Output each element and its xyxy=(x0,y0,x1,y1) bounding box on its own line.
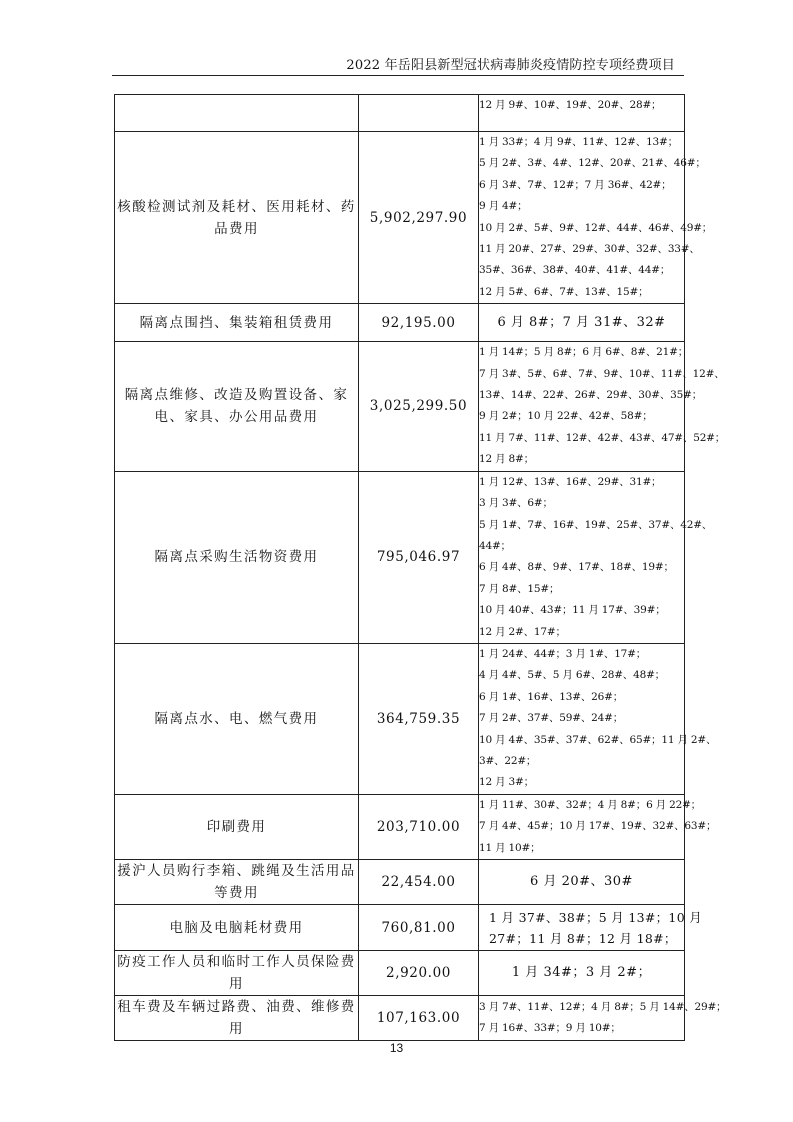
table-row xyxy=(115,794,685,859)
table-row xyxy=(115,951,685,996)
voucher-line: 3#、22#； xyxy=(479,755,537,768)
voucher-line: 27#；11 月 8#；12 月 18#； xyxy=(489,930,677,946)
voucher-line: 12 月 9#、10#、19#、20#、28#； xyxy=(479,99,662,111)
voucher-line: 6 月 20#、30# xyxy=(530,874,633,890)
voucher-line: 10 月 40#、43#；11 月 17#、39#； xyxy=(479,604,666,617)
page-number: 13 xyxy=(389,1041,404,1055)
item-cell: 隔离点采购生活物资费用 xyxy=(115,471,359,643)
expense-table xyxy=(114,94,727,1041)
amount-cell xyxy=(359,95,479,132)
item-cell: 隔离点水、电、燃气费用 xyxy=(115,643,359,794)
voucher-line: 9 月 2#；10 月 22#、42#、58#； xyxy=(479,410,653,423)
voucher-line: 10 月 2#、5#、9#、12#、44#、46#、49#； xyxy=(479,221,713,234)
voucher-line: 7 月 4#、45#；10 月 17#、19#、32#、63#； xyxy=(479,820,717,833)
amount-cell: 760,81.00 xyxy=(359,905,479,951)
document-header: 2022 年岳阳县新型冠状病毒肺炎疫情防控专项经费项目 xyxy=(346,58,675,73)
voucher-line: 6 月 1#、16#、13#、26#； xyxy=(479,690,624,703)
voucher-line: 6 月 4#、8#、9#、17#、18#、19#； xyxy=(479,561,674,574)
voucher-line: 1 月 11#、30#、32#；4 月 8#；6 月 22#； xyxy=(479,798,701,811)
voucher-line: 7 月 3#、5#、6#、7#、9#、10#、11#、12#、 xyxy=(479,367,725,380)
voucher-line: 1 月 34#；3 月 2#； xyxy=(511,965,652,981)
table-row xyxy=(115,905,685,951)
item-cell: 核酸检测试剂及耗材、医用耗材、药品费用 xyxy=(115,132,359,304)
amount-cell: 3,025,299.50 xyxy=(359,342,479,471)
item-cell: 援沪人员购行李箱、跳绳及生活用品等费用 xyxy=(115,860,359,905)
table-row xyxy=(115,342,685,471)
item-cell: 防疫工作人员和临时工作人员保险费用 xyxy=(115,951,359,996)
voucher-line: 11 月 10#； xyxy=(479,841,541,854)
amount-cell: 2,920.00 xyxy=(359,951,479,996)
voucher-cell xyxy=(479,342,726,471)
table-row xyxy=(115,304,685,342)
voucher-cell xyxy=(479,905,703,951)
voucher-cell xyxy=(479,132,713,304)
voucher-line: 3 月 3#、6#； xyxy=(479,497,553,510)
amount-cell: 795,046.97 xyxy=(359,471,479,643)
voucher-line: 13#、14#、22#、26#、29#、30#、35#； xyxy=(479,389,703,402)
voucher-line: 9 月 4#； xyxy=(479,200,528,213)
voucher-line: 7 月 8#、15#； xyxy=(479,582,560,595)
amount-cell: 92,195.00 xyxy=(359,304,479,342)
voucher-cell xyxy=(479,860,685,905)
voucher-line: 35#、36#、38#、40#、41#、44#； xyxy=(479,264,671,277)
voucher-line: 12 月 5#、6#、7#、13#、15#； xyxy=(479,285,649,298)
voucher-line: 4 月 4#、5#、5 月 6#、28#、48#； xyxy=(479,669,665,682)
voucher-line: 44#； xyxy=(479,539,511,552)
table-row xyxy=(115,860,685,905)
table-row xyxy=(115,471,685,643)
voucher-cell xyxy=(479,95,685,132)
voucher-cell xyxy=(479,951,685,996)
header-rule xyxy=(112,75,684,76)
item-cell: 隔离点维修、改造及购置设备、家电、家具、办公用品费用 xyxy=(115,342,359,471)
voucher-line: 5 月 2#、3#、4#、12#、20#、21#、46#； xyxy=(479,157,706,170)
amount-cell: 364,759.35 xyxy=(359,643,479,794)
amount-cell: 22,454.00 xyxy=(359,860,479,905)
voucher-cell xyxy=(479,794,717,859)
voucher-line: 1 月 12#、13#、16#、29#、31#； xyxy=(479,475,662,488)
voucher-line: 12 月 3#； xyxy=(479,776,534,789)
voucher-cell xyxy=(479,643,717,794)
voucher-cell xyxy=(479,471,713,643)
item-cell: 隔离点围挡、集装箱租赁费用 xyxy=(115,304,359,342)
voucher-line: 12 月 8#； xyxy=(479,453,534,466)
voucher-line: 11 月 20#、27#、29#、30#、32#、33#、 xyxy=(479,243,700,256)
table-row xyxy=(115,95,685,132)
voucher-line: 6 月 8#；7 月 31#、32# xyxy=(497,315,666,331)
amount-cell: 5,902,297.90 xyxy=(359,132,479,304)
table-row xyxy=(115,643,685,794)
item-cell: 租车费及车辆过路费、油费、维修费用 xyxy=(115,996,359,1041)
table-row xyxy=(115,132,685,304)
voucher-line: 11 月 7#、11#、12#、42#、43#、47#、52#； xyxy=(479,431,726,444)
voucher-line: 3 月 7#、11#、12#；4 月 8#；5 月 14#、29#； xyxy=(479,1000,727,1013)
amount-cell: 203,710.00 xyxy=(359,794,479,859)
amount-cell: 107,163.00 xyxy=(359,996,479,1041)
voucher-line: 7 月 16#、33#；9 月 10#； xyxy=(479,1022,621,1035)
item-cell xyxy=(115,95,359,132)
voucher-line: 1 月 33#；4 月 9#、11#、12#、13#； xyxy=(479,136,678,148)
voucher-line: 10 月 4#、35#、37#、62#、65#；11 月 2#、 xyxy=(479,733,717,746)
voucher-line: 12 月 2#、17#； xyxy=(479,625,566,638)
item-cell: 电脑及电脑耗材费用 xyxy=(115,905,359,951)
table-row xyxy=(115,996,685,1041)
voucher-cell xyxy=(479,996,727,1041)
voucher-line: 7 月 2#、37#、59#、24#； xyxy=(479,712,624,725)
voucher-line: 1 月 14#；5 月 8#；6 月 6#、8#、21#； xyxy=(479,346,689,359)
voucher-line: 5 月 1#、7#、16#、19#、25#、37#、42#、 xyxy=(479,518,713,531)
voucher-line: 6 月 3#、7#、12#；7 月 36#、42#； xyxy=(479,178,672,191)
voucher-cell xyxy=(479,304,685,342)
voucher-line: 1 月 24#、44#；3 月 1#、17#； xyxy=(479,648,647,661)
item-cell: 印刷费用 xyxy=(115,794,359,859)
voucher-line: 1 月 37#、38#；5 月 13#；10 月 xyxy=(489,909,703,925)
